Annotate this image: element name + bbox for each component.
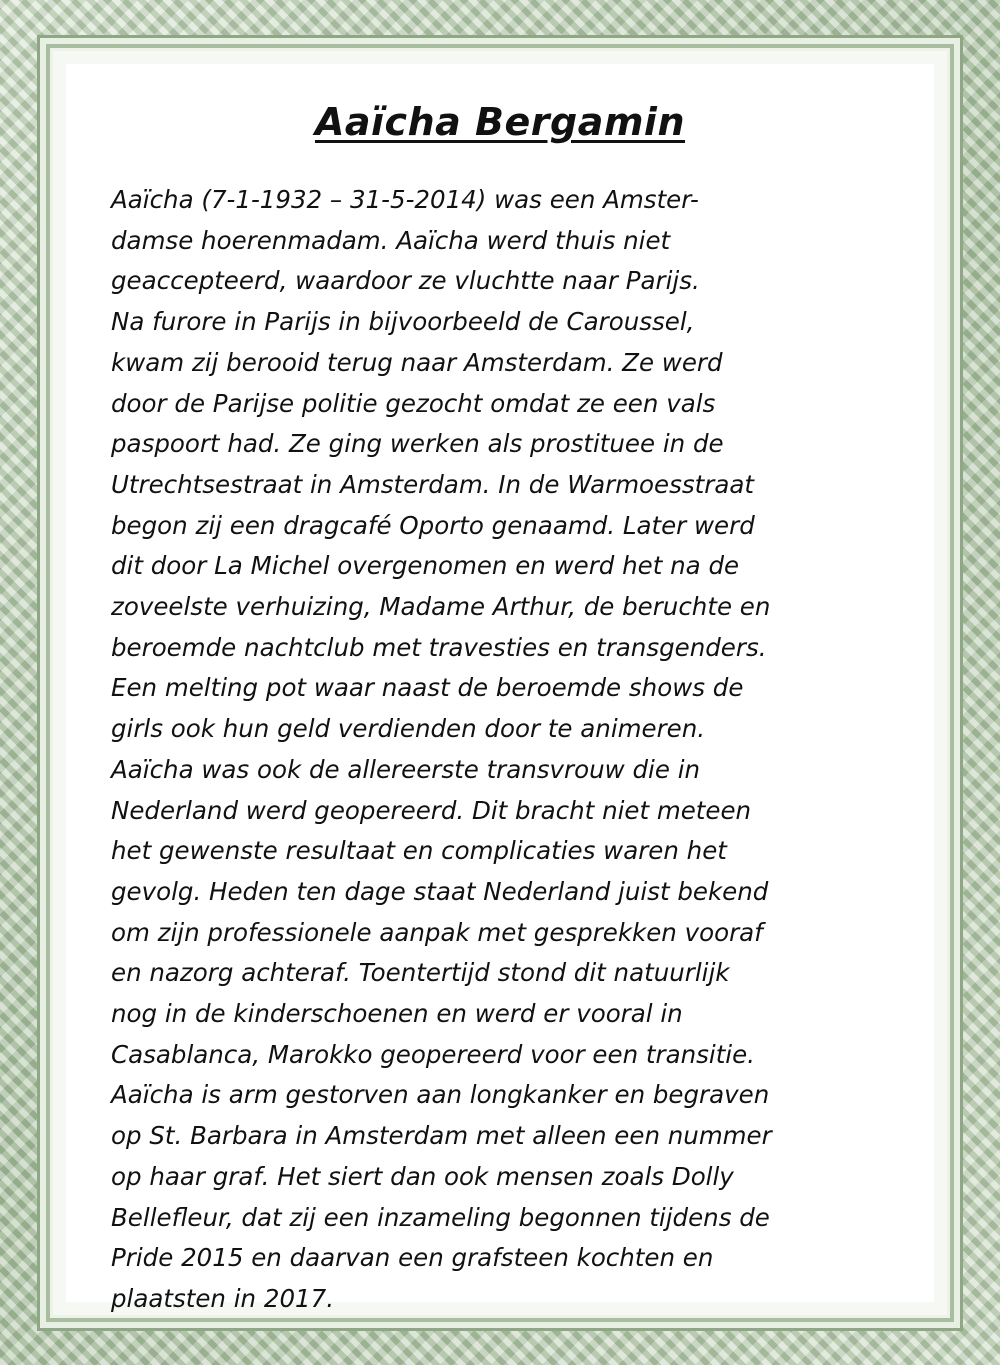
- document-sheet: [66, 64, 934, 1313]
- text-line: Aaïcha is arm gestorven aan longkanker en begraven: [111, 1080, 770, 1110]
- frame-inner-edge: [40, 38, 960, 1328]
- text-line: Utrechtsestraat in Amsterdam. In de Warmoesstraat: [111, 469, 754, 499]
- text-line: Aaïcha was ook de allereerste transvrouw die in: [111, 754, 701, 784]
- text-line: Bellefleur, dat zij een inzameling begonnen tijdens de: [111, 1202, 770, 1232]
- text-line: damse hoerenmadam. Aaïcha werd thuis niet: [111, 225, 671, 255]
- text-line: om zijn professionele aanpak met gesprekken vooraf: [111, 917, 763, 947]
- text-line: kwam zij berooid terug naar Amsterdam. Ze werd: [111, 347, 723, 377]
- text-line: begon zij een dragcafé Oporto genaamd. Later werd: [111, 510, 755, 540]
- page-title: Aaïcha Bergamin: [314, 100, 686, 144]
- text-line: Nederland werd geopereerd. Dit bracht niet meteen: [111, 795, 752, 825]
- text-line: gevolg. Heden ten dage staat Nederland juist bekend: [111, 876, 769, 906]
- text-line: girls ook hun geld verdienden door te animeren.: [111, 714, 706, 744]
- text-line: Een melting pot waar naast de beroemde shows de: [111, 673, 744, 703]
- text-line: nog in de kinderschoenen en werd er vooral in: [111, 999, 683, 1029]
- text-line: Casablanca, Marokko geopereerd voor een transitie.: [111, 1039, 755, 1069]
- text-line: geaccepteerd, waardoor ze vluchtte naar Parijs.: [111, 266, 700, 296]
- text-line: Pride 2015 en daarvan een grafsteen kochten en: [111, 1243, 714, 1273]
- text-line: Aaïcha (7-1-1932 – 31-5-2014) was een Amster-: [111, 185, 699, 214]
- text-line: op St. Barbara in Amsterdam met alleen een nummer: [111, 1121, 772, 1151]
- text-line: beroemde nachtclub met travesties en transgenders.: [111, 632, 767, 662]
- text-line: op haar graf. Het siert dan ook mensen zoals Dolly: [111, 1161, 734, 1191]
- text-line: Na furore in Parijs in bijvoorbeeld de Caroussel,: [111, 307, 695, 337]
- text-line: door de Parijse politie gezocht omdat ze een vals: [111, 388, 716, 418]
- biography-text: [111, 180, 911, 1320]
- text-line: en nazorg achteraf. Toentertijd stond dit natuurlijk: [111, 958, 730, 988]
- text-line: zoveelste verhuizing, Madame Arthur, de beruchte en: [111, 592, 771, 622]
- text-line: plaatsten in 2017.: [111, 1283, 335, 1313]
- text-line: het gewenste resultaat en complicaties waren het: [111, 836, 727, 866]
- text-line: paspoort had. Ze ging werken als prostituee in de: [111, 429, 724, 459]
- text-line: dit door La Michel overgenomen en werd het na de: [111, 551, 740, 581]
